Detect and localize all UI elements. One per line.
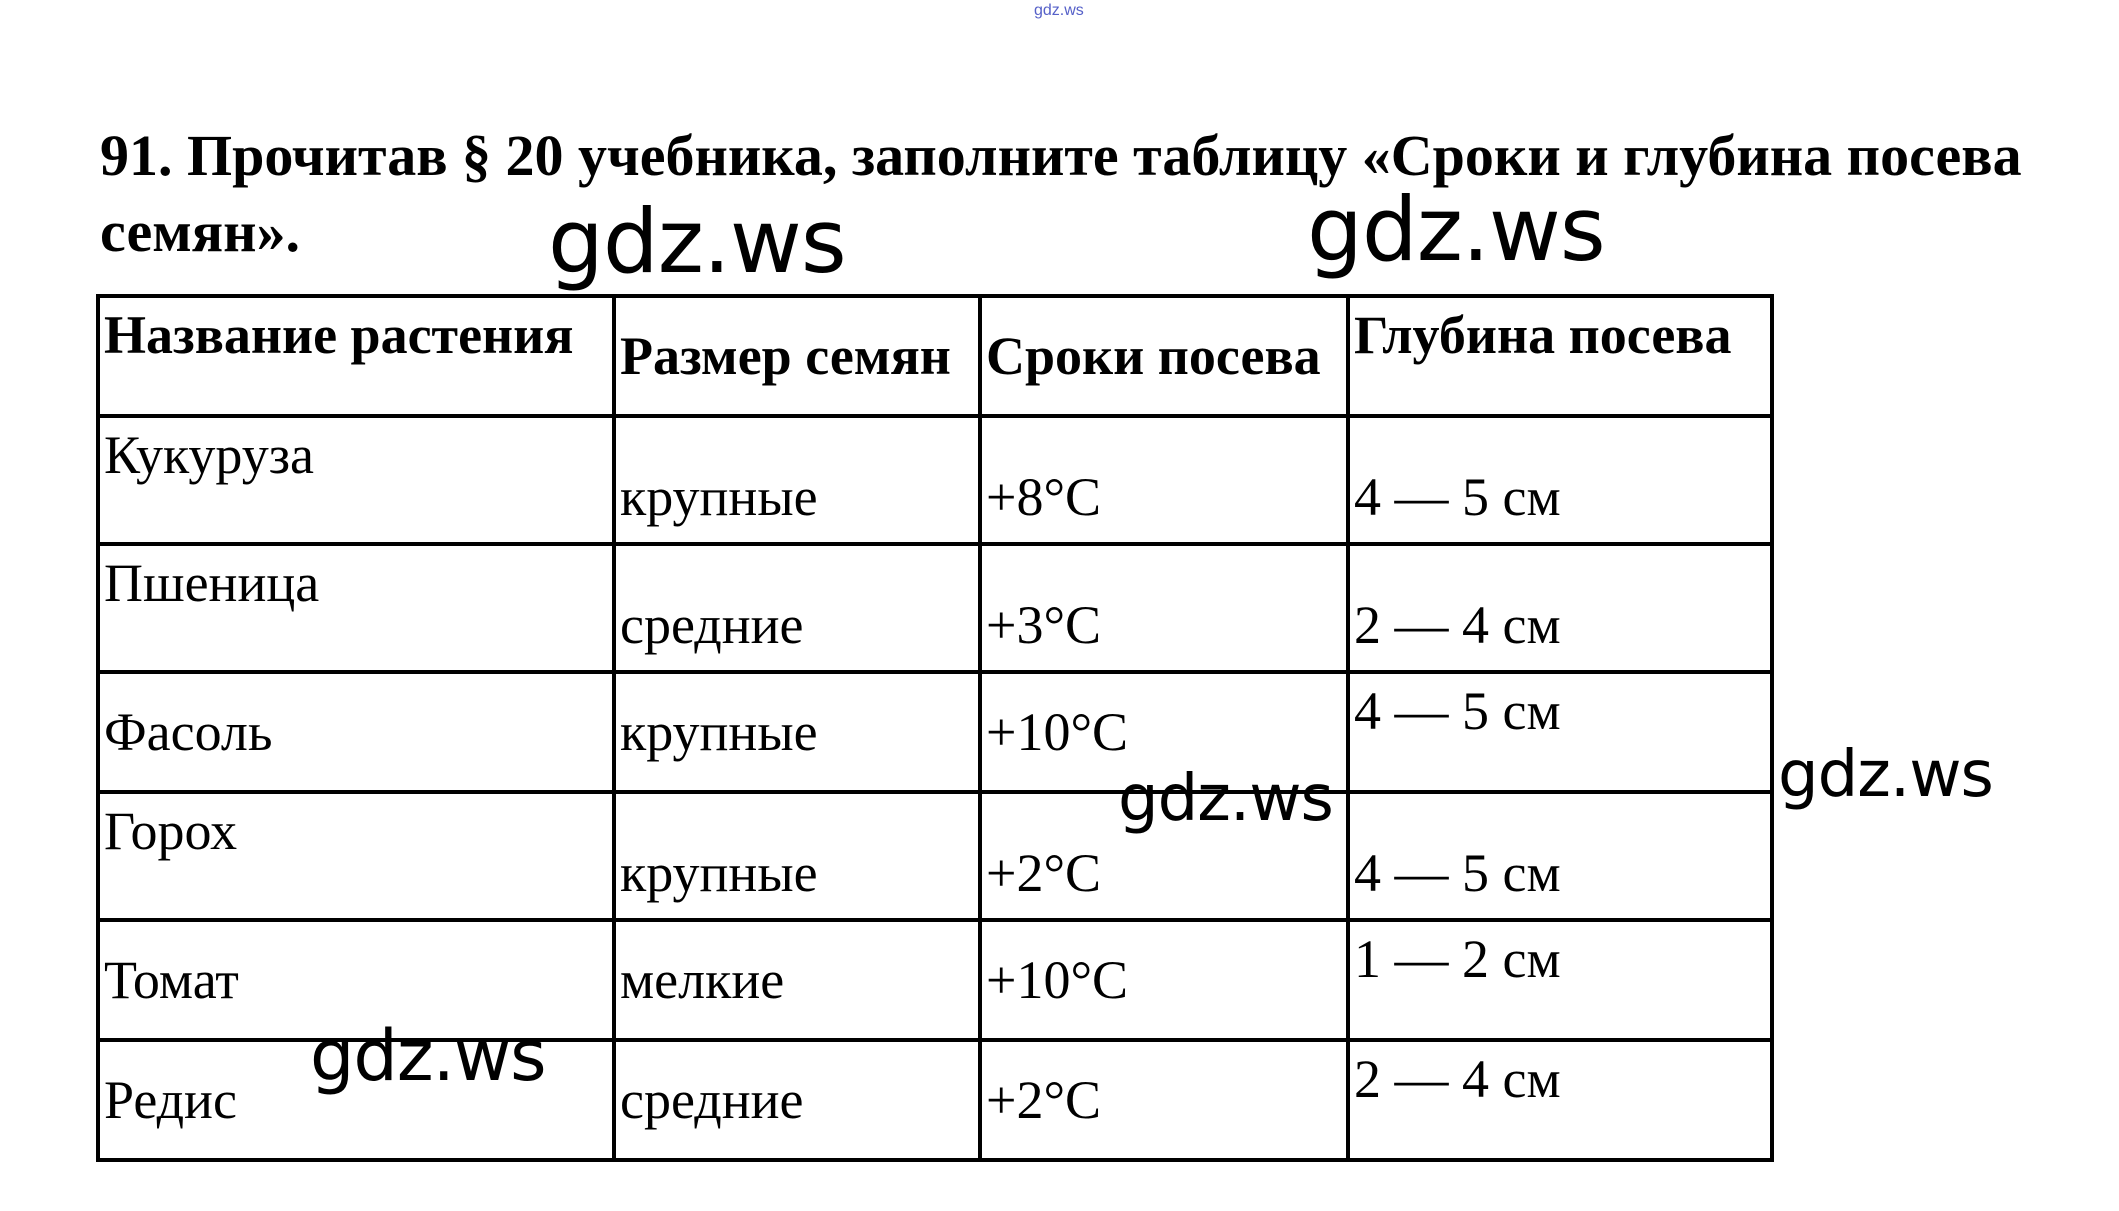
- cell-size: мелкие: [614, 920, 980, 1040]
- cell-depth: 2 — 4 см: [1348, 1040, 1772, 1160]
- table-row: [98, 544, 1772, 672]
- cell-time: +2°С: [980, 1040, 1348, 1160]
- cell-time: +10°С: [980, 672, 1348, 792]
- watermark: gdz.ws: [1778, 738, 1993, 812]
- watermark: gdz.ws: [1307, 178, 1605, 281]
- cell-depth: 1 — 2 см: [1348, 920, 1772, 1040]
- table-row: [98, 792, 1772, 920]
- cell-time: +3°С: [980, 544, 1348, 672]
- cell-size: крупные: [614, 672, 980, 792]
- cell-time: +10°С: [980, 920, 1348, 1040]
- table-row: [98, 672, 1772, 792]
- cell-plant: Пшеница: [98, 544, 614, 672]
- header-sowing-depth: Глубина посева: [1348, 296, 1772, 416]
- top-watermark: gdz.ws: [1034, 2, 1084, 19]
- cell-depth: 4 — 5 см: [1348, 672, 1772, 792]
- cell-plant: Фасоль: [98, 672, 614, 792]
- watermark: gdz.ws: [1118, 762, 1333, 836]
- header-plant-name: Название растения: [98, 296, 614, 416]
- cell-size: средние: [614, 1040, 980, 1160]
- cell-depth: 4 — 5 см: [1348, 416, 1772, 544]
- cell-plant: Горох: [98, 792, 614, 920]
- cell-depth: 2 — 4 см: [1348, 544, 1772, 672]
- cell-plant: Кукуруза: [98, 416, 614, 544]
- cell-plant: Редис: [98, 1040, 614, 1160]
- cell-time: +8°С: [980, 416, 1348, 544]
- cell-plant: Томат: [98, 920, 614, 1040]
- task-heading: 91. Прочитав § 20 учебника, заполните таблицу «Сроки и глубина посева семян».: [100, 123, 2022, 264]
- cell-size: крупные: [614, 416, 980, 544]
- cell-time: +2°С: [980, 792, 1348, 920]
- table-row: [98, 416, 1772, 544]
- header-sowing-time: Сроки посева: [980, 296, 1348, 416]
- table-header-row: [98, 296, 1772, 416]
- cell-size: средние: [614, 544, 980, 672]
- watermark: gdz.ws: [548, 190, 846, 293]
- watermark: gdz.ws: [310, 1015, 546, 1097]
- cell-depth: 4 — 5 см: [1348, 792, 1772, 920]
- cell-size: крупные: [614, 792, 980, 920]
- header-seed-size: Размер семян: [614, 296, 980, 416]
